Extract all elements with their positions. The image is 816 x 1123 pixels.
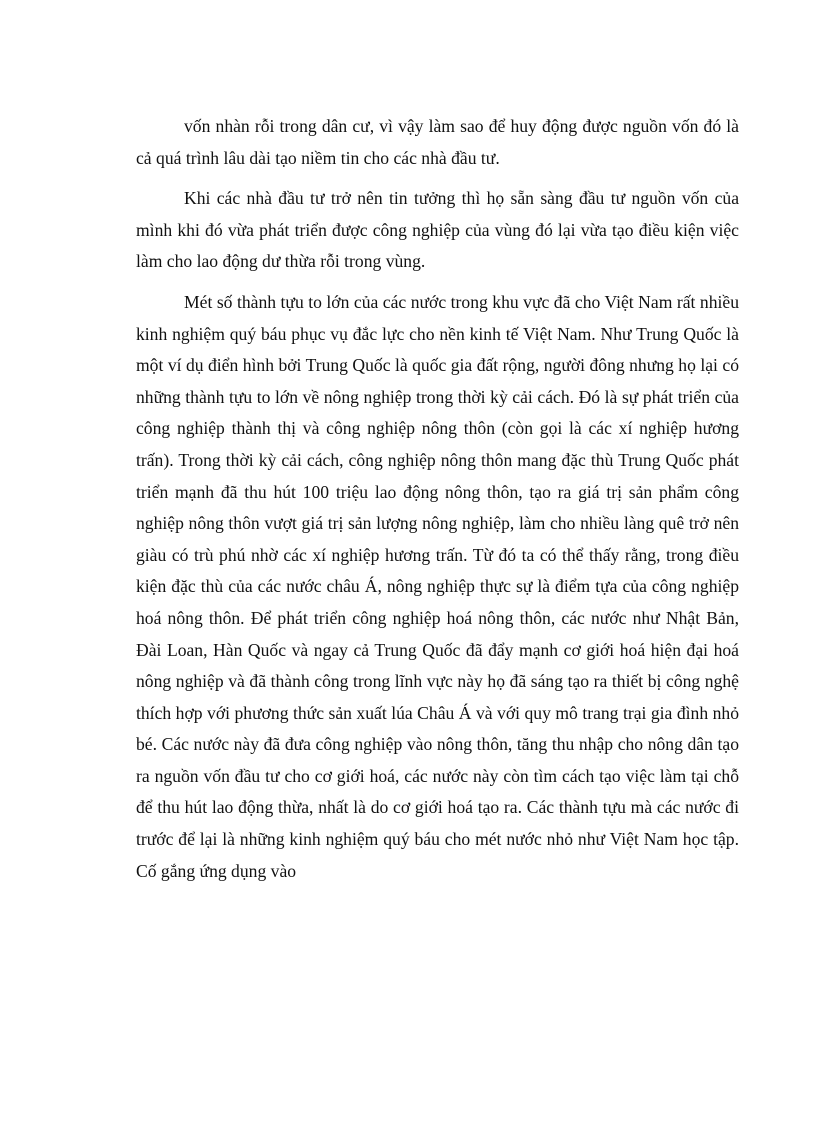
paragraph-2: Khi các nhà đầu tư trở nên tin tưởng thì họ sẵn sàng đầu tư nguồn vốn của mình khi đó vừa phát triển được công nghiệp của vùng đó lại vừa tạo điều kiện việc làm cho lao động dư thừa rỗi trong vùng. — [136, 188, 739, 272]
paragraph-3: Mét số thành tựu to lớn của các nước trong khu vực đã cho Việt Nam rất nhiều kinh nghiệm quý báu phục vụ đắc lực cho nền kinh tế Việt Nam. Như Trung Quốc là một ví dụ điển hình bởi Trung Quốc là quốc gia đất rộng, người đông nhưng họ lại có những thành tựu to lớn về nông nghiệp trong thời kỳ cải cách. Đó là sự phát triển của công nghiệp thành thị và công nghiệp nông thôn (còn gọi là các xí nghiệp hương trấn). Trong thời kỳ cải cách, công nghiệp nông thôn mang đặc thù Trung Quốc phát triển mạnh đã thu hút 100 triệu lao động nông thôn, tạo ra giá trị sản phẩm công nghiệp nông thôn vượt giá trị sản lượng nông nghiệp, làm cho nhiều làng quê trở nên giàu có trù phú nhờ các xí nghiệp hương trấn. Từ đó ta có thể thấy rằng, trong điều kiện đặc thù của các nước châu Á, nông nghiệp thực sự là điểm tựa của công nghiệp hoá nông thôn. Để phát triển công nghiệp hoá nông thôn, các nước như Nhật Bản, Đài Loan, Hàn Quốc và ngay cả Trung Quốc đã đẩy mạnh cơ giới hoá hiện đại hoá nông nghiệp và đã thành công trong lĩnh vực này họ đã sáng tạo ra thiết bị công nghệ thích hợp với phương thức sản xuất lúa Châu Á và với quy mô trang trại gia đình nhỏ bé. Các nước này đã đưa công nghiệp vào nông thôn, tăng thu nhập cho nông dân tạo ra nguồn vốn đầu tư cho cơ giới hoá, các nước này còn tìm cách tạo việc làm tại chỗ để thu hút lao động thừa, nhất là do cơ giới hoá tạo ra. Các thành tựu mà các nước đi trước để lại là những kinh nghiệm quý báu cho mét nước nhỏ như Việt Nam học tập. Cố gắng ứng dụng vào — [136, 291, 739, 881]
paragraph-1: vốn nhàn rỗi trong dân cư, vì vậy làm sao để huy động được nguồn vốn đó là cả quá trình lâu dài tạo niềm tin cho các nhà đầu tư. — [136, 116, 739, 168]
document-page — [136, 111, 739, 896]
